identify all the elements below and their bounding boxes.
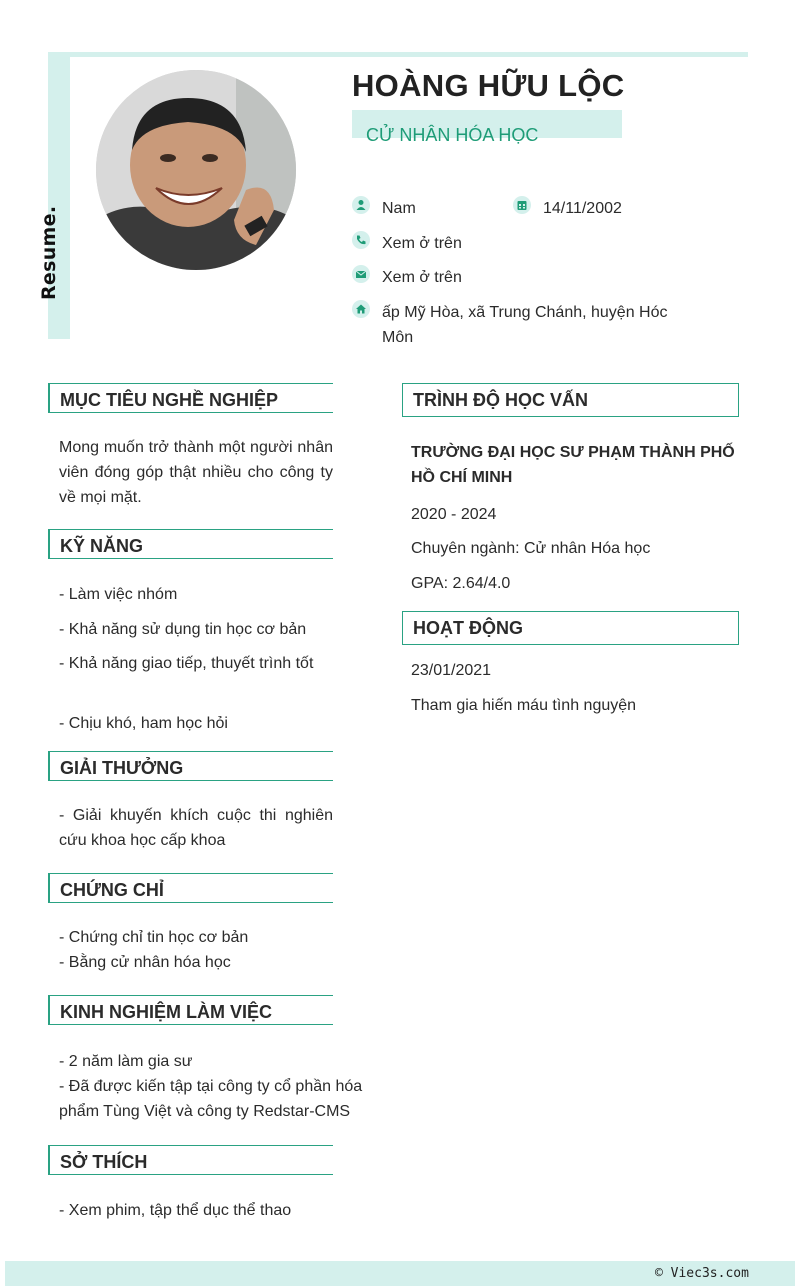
education-gpa: GPA: 2.64/4.0 xyxy=(411,575,511,592)
objective-text: Mong muốn trở thành một người nhân viên đóng góp thật nhiều cho công ty về mọi mặt. xyxy=(59,439,333,506)
calendar-icon xyxy=(513,196,531,214)
birthdate-value: 14/11/2002 xyxy=(543,200,622,217)
awards-heading: GIẢI THƯỞNG xyxy=(48,751,333,781)
experience-item: - Đã được kiến tập tại công ty cổ phần hóa phẩm Tùng Việt và công ty Redstar-CMS xyxy=(59,1078,363,1120)
awards-text: - Giải khuyến khích cuộc thi nghiên cứu khoa học cấp khoa xyxy=(59,807,333,849)
certificate-item: - Bằng cử nhân hóa học xyxy=(59,954,231,971)
skills-heading: KỸ NĂNG xyxy=(48,529,333,559)
skill-item: - Chịu khó, ham học hỏi xyxy=(59,715,228,732)
email-value: Xem ở trên xyxy=(382,269,462,286)
skill-item: - Làm việc nhóm xyxy=(59,586,178,603)
hobbies-text: - Xem phim, tập thể dục thể thao xyxy=(59,1202,292,1219)
person-icon xyxy=(352,196,370,214)
education-heading: TRÌNH ĐỘ HỌC VẤN xyxy=(402,383,739,417)
education-years: 2020 - 2024 xyxy=(411,506,497,523)
activity-text: Tham gia hiến máu tình nguyện xyxy=(411,697,637,714)
profile-photo-illustration xyxy=(96,70,296,270)
certificates-heading: CHỨNG CHỈ xyxy=(48,873,333,903)
certificate-item: - Chứng chỉ tin học cơ bản xyxy=(59,929,249,946)
home-icon xyxy=(352,300,370,318)
skill-item: - Khả năng sử dụng tin học cơ bản xyxy=(59,621,307,638)
address-value: ấp Mỹ Hòa, xã Trung Chánh, huyện Hóc Môn xyxy=(382,304,668,346)
phone-value: Xem ở trên xyxy=(382,235,462,252)
school-name: TRƯỜNG ĐẠI HỌC SƯ PHẠM THÀNH PHỐ HỒ CHÍ MINH xyxy=(411,444,735,486)
objective-heading: MỤC TIÊU NGHỀ NGHIỆP xyxy=(48,383,333,413)
education-major: Chuyên ngành: Cử nhân Hóa học xyxy=(411,540,651,557)
phone-icon xyxy=(352,231,370,249)
experience-item: - 2 năm làm gia sư xyxy=(59,1053,193,1070)
activities-heading: HOẠT ĐỘNG xyxy=(402,611,739,645)
footer-credit: © Viec3s.com xyxy=(655,1266,749,1281)
hobbies-heading: SỞ THÍCH xyxy=(48,1145,333,1175)
email-icon xyxy=(352,265,370,283)
job-title: CỬ NHÂN HÓA HỌC xyxy=(366,125,539,145)
experience-heading: KINH NGHIỆM LÀM VIỆC xyxy=(48,995,333,1025)
top-accent-bar xyxy=(48,52,748,57)
resume-label: Resume. xyxy=(38,205,60,300)
profile-photo xyxy=(96,70,296,270)
gender-value: Nam xyxy=(382,200,416,217)
candidate-name: HOÀNG HỮU LỘC xyxy=(352,68,625,103)
activity-date: 23/01/2021 xyxy=(411,662,492,679)
skill-item: - Khả năng giao tiếp, thuyết trình tốt xyxy=(59,655,314,672)
